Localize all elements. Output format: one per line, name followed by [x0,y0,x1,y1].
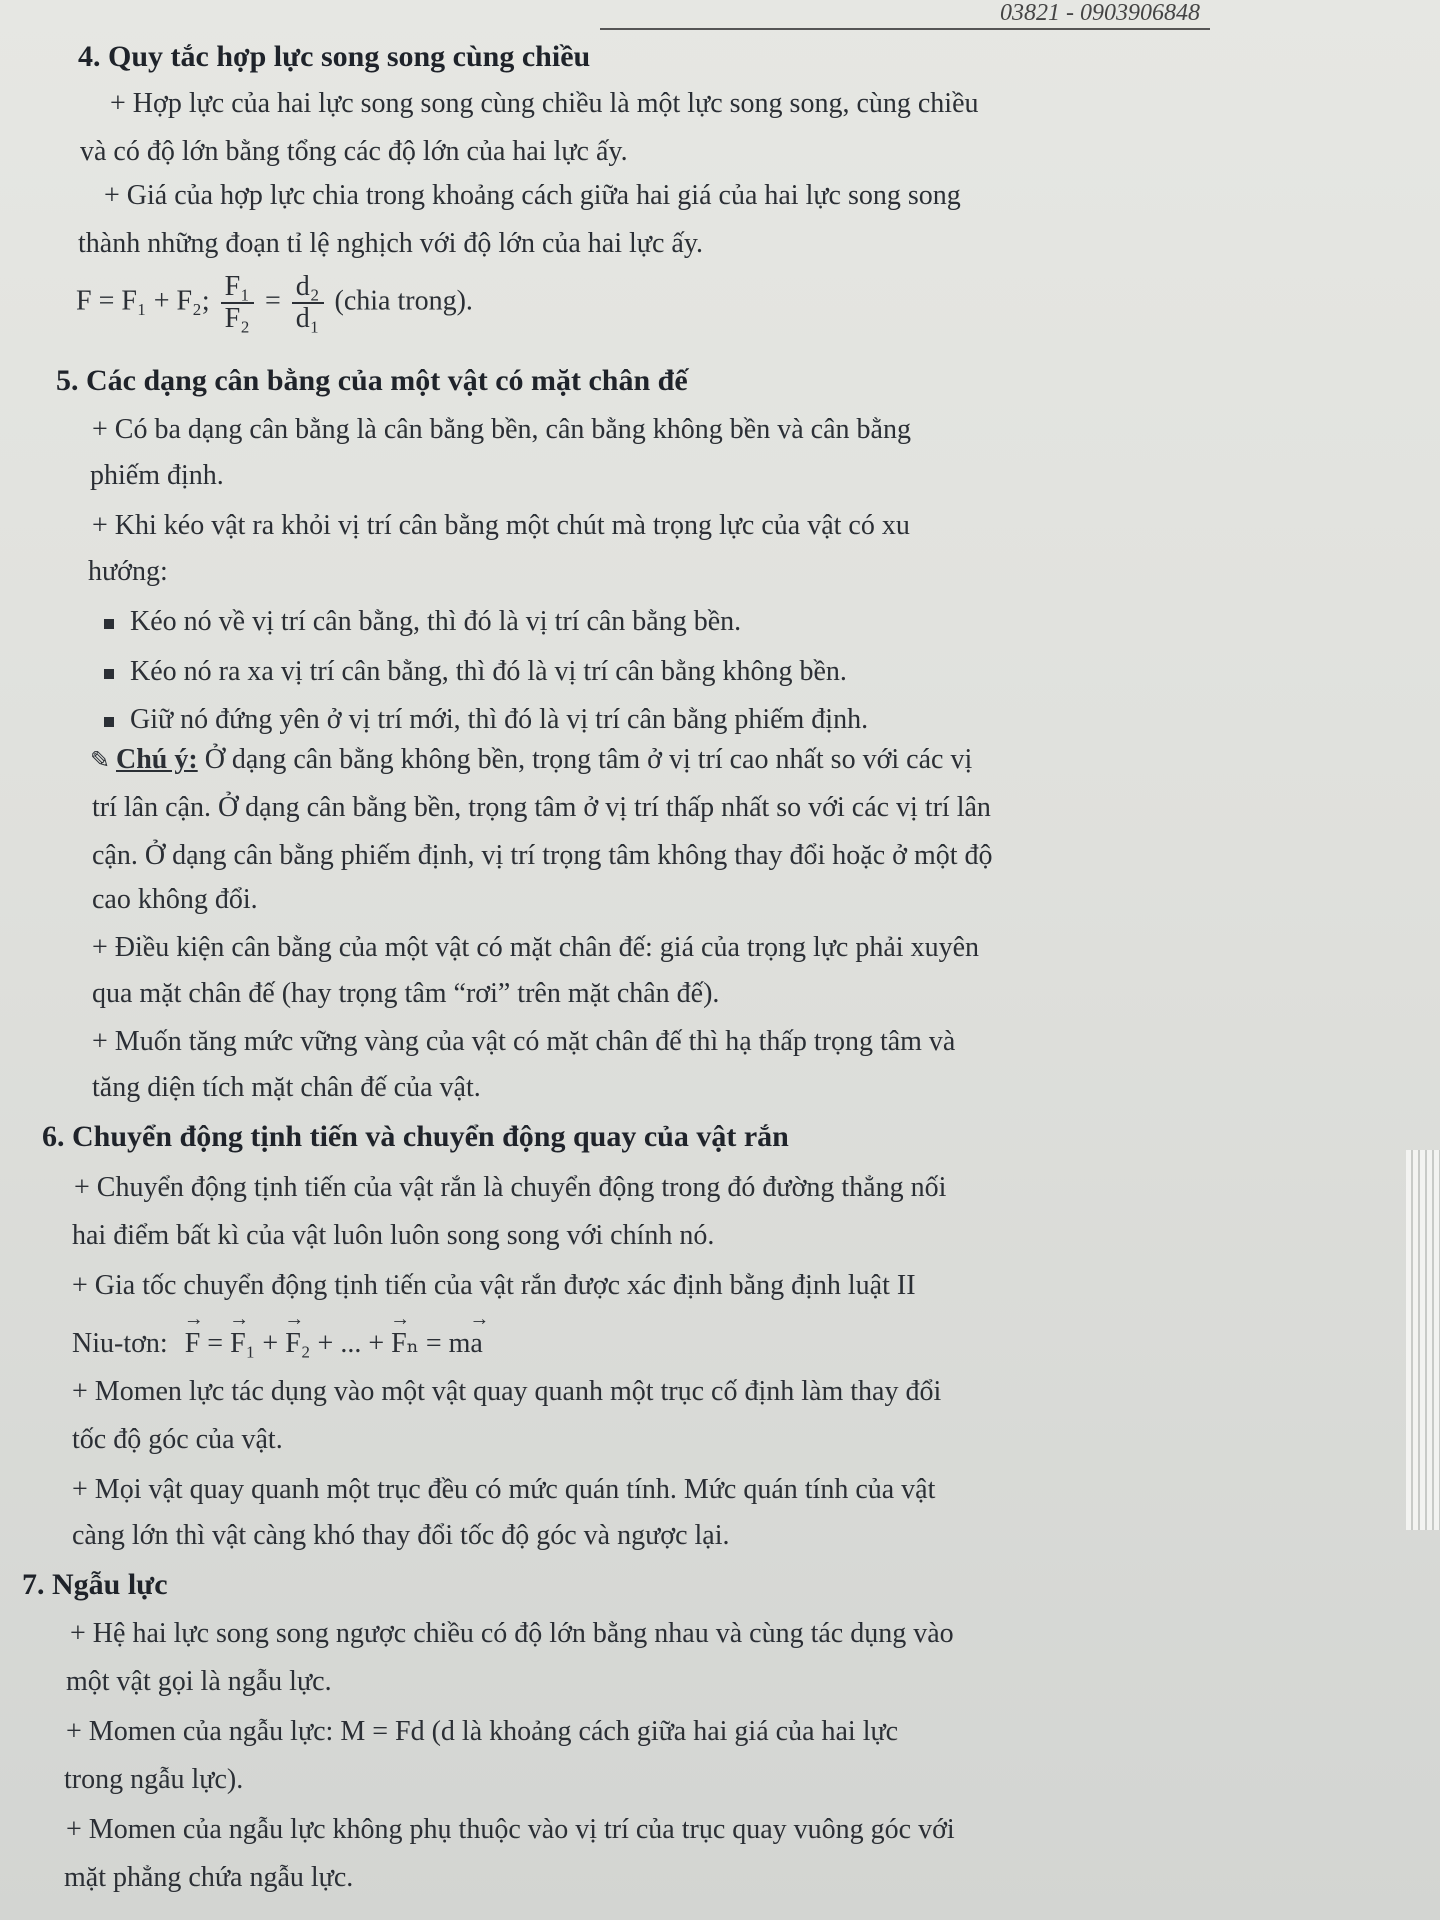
note-label: Chú ý: [116,744,198,775]
s5-p3b: qua mặt chân đế (hay trọng tâm “rơi” trên mặt chân đế). [92,978,720,1009]
frac1-den: F₂ [224,303,250,334]
equals-sign: = [264,285,281,317]
s4-p1b: và có độ lớn bằng tổng các độ lớn của hai lực ấy. [80,136,628,167]
s5-p1a: + Có ba dạng cân bằng là cân bằng bền, cân bằng không bền và cân bằng [92,414,911,445]
pencil-icon: ✎ [90,748,111,774]
newton-prefix: Niu-tơn: [72,1328,168,1359]
s7-p2b: trong ngẫu lực). [64,1764,244,1795]
s6-p4b: càng lớn thì vật càng khó thay đổi tốc độ góc và ngược lại. [72,1520,730,1551]
s5-p2a: + Khi kéo vật ra khỏi vị trí cân bằng một chút mà trọng lực của vật có xu [92,510,910,541]
frac2-den: d₁ [295,303,320,334]
s4-p2a: + Giá của hợp lực chia trong khoảng cách giữa hai giá của hai lực song song [104,180,961,211]
s6-p1a: + Chuyển động tịnh tiến của vật rắn là chuyển động trong đó đường thẳng nối [74,1172,947,1203]
frac2-num: d₂ [292,272,324,304]
bullet-stable [104,606,741,638]
s6-p2a: + Gia tốc chuyển động tịnh tiến của vật rắn được xác định bằng định luật II [72,1270,916,1301]
section-4-title: 4. Quy tắc hợp lực song song cùng chiều [78,40,591,73]
bullet-square-icon [104,669,114,679]
bullet-neutral [104,704,868,736]
fraction-force [221,272,254,334]
s7-p3a: + Momen của ngẫu lực không phụ thuộc vào vị trí của trục quay vuông góc với [66,1814,955,1845]
s6-p3b: tốc độ góc của vật. [72,1424,283,1455]
note-line-1 [90,744,972,776]
s5-p1b: phiếm định. [90,460,224,491]
s4-p1a: + Hợp lực của hai lực song song cùng chiều là một lực song song, cùng chiều [110,88,979,119]
s5-p4b: tăng diện tích mặt chân đế của vật. [92,1072,481,1103]
section-5-title: 5. Các dạng cân bằng của một vật có mặt chân đế [56,364,688,397]
frac1-num: F₁ [221,272,254,304]
bullet-unstable [104,656,847,688]
s5-p4a: + Muốn tăng mức vững vàng của vật có mặt chân đế thì hạ thấp trọng tâm và [92,1026,956,1057]
note-text-1: Ở dạng cân bằng không bền, trọng tâm ở vị trí cao nhất so với các vị [197,744,973,775]
section-6-title: 6. Chuyển động tịnh tiến và chuyển động quay của vật rắn [42,1120,789,1153]
s7-p2a: + Momen của ngẫu lực: M = Fd (d là khoảng cách giữa hai giá của hai lực [66,1716,899,1747]
s6-p4a: + Mọi vật quay quanh một trục đều có mức quán tính. Mức quán tính của vật [72,1474,936,1505]
bullet-square-icon [104,717,114,727]
s7-p1a: + Hệ hai lực song song ngược chiều có độ lớn bằng nhau và cùng tác dụng vào [70,1618,954,1649]
fraction-distance [292,272,324,334]
s4-formula [76,272,473,334]
s6-p3a: + Momen lực tác dụng vào một vật quay quanh một trục cố định làm thay đổi [72,1376,942,1407]
bullet-text: Kéo nó về vị trí cân bằng, thì đó là vị trí cân bằng bền. [130,606,742,637]
newton-formula: → F = → F₁ + → F₂ + ... + → Fₙ = m→ a [185,1328,483,1359]
formula-sum: F = F₁ + F₂; [76,285,210,317]
s4-p2b: thành những đoạn tỉ lệ nghịch với độ lớn của hai lực ấy. [78,228,704,259]
section-7-title: 7. Ngẫu lực [22,1568,168,1601]
bullet-text: Kéo nó ra xa vị trí cân bằng, thì đó là vị trí cân bằng không bền. [130,656,847,687]
note-line-4: cao không đổi. [92,884,258,915]
header-phone: 03821 - 0903906848 [1000,0,1200,26]
bullet-square-icon [104,619,114,629]
s5-p3a: + Điều kiện cân bằng của một vật có mặt chân đế: giá của trọng lực phải xuyên [92,932,979,963]
bullet-text: Giữ nó đứng yên ở vị trí mới, thì đó là vị trí cân bằng phiếm định. [130,704,869,735]
s7-p3b: mặt phẳng chứa ngẫu lực. [64,1862,354,1893]
s7-p1b: một vật gọi là ngẫu lực. [66,1666,332,1697]
s5-p2b: hướng: [88,556,168,587]
s6-p2b [72,1326,483,1360]
formula-note: (chia trong). [334,285,473,317]
note-line-2: trí lân cận. Ở dạng cân bằng bền, trọng tâm ở vị trí thấp nhất so với các vị trí lân [92,792,991,823]
s6-p1b: hai điểm bất kì của vật luôn luôn song song với chính nó. [72,1220,715,1251]
note-line-3: cận. Ở dạng cân bằng phiếm định, vị trí trọng tâm không thay đổi hoặc ở một độ [92,840,993,871]
